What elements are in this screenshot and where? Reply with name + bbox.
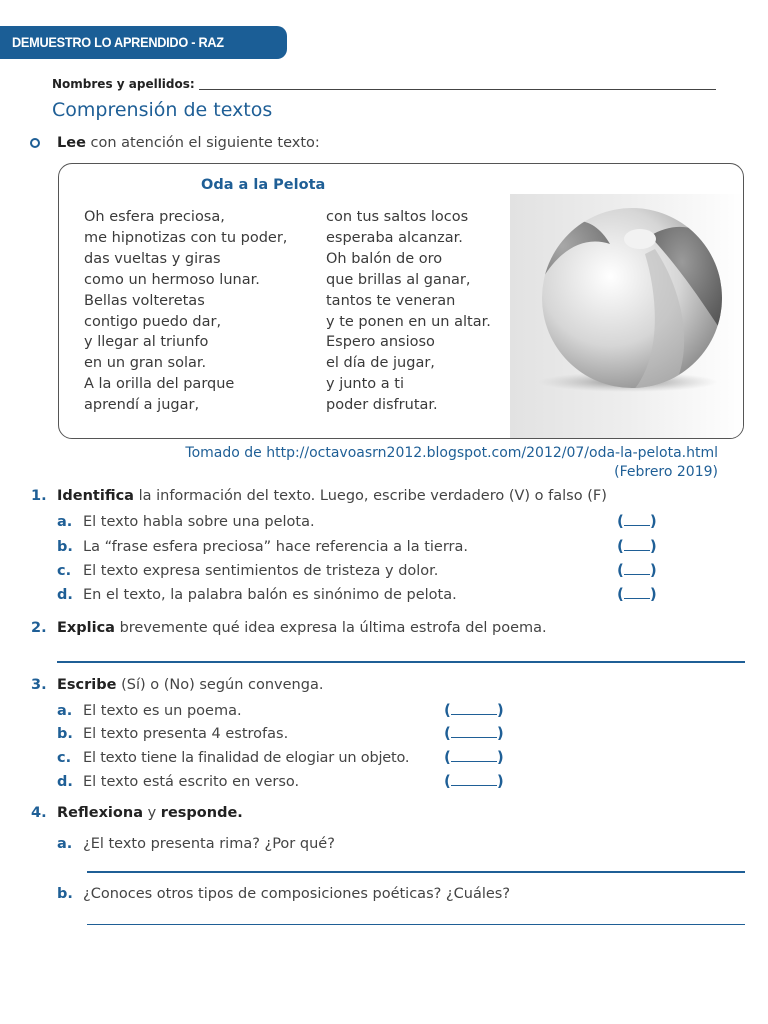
poem-verse: que brillas al ganar, xyxy=(326,271,471,288)
question-3-instruction: Escribe (Sí) o (No) según convenga. xyxy=(57,677,324,693)
poem-column-2 xyxy=(326,207,491,416)
poem-verse: das vueltas y giras xyxy=(84,250,221,267)
answer-line[interactable] xyxy=(87,871,745,873)
item-letter: b. xyxy=(57,886,73,902)
poem-verse: Espero ansioso xyxy=(326,334,435,351)
answer-box[interactable]: ( ) xyxy=(444,701,504,719)
source-url[interactable]: Tomado de http://octavoasrn2012.blogspot.com/2012/07/oda-la-pelota.html xyxy=(185,445,718,461)
item-letter: a. xyxy=(57,703,73,719)
item-text: La “frase esfera preciosa” hace referencia a la tierra. xyxy=(83,539,468,555)
poem-verse: en un gran solar. xyxy=(84,355,207,372)
question-1-instruction: Identifica la información del texto. Luego, escribe verdadero (V) o falso (F) xyxy=(57,488,607,504)
poem-verse: A la orilla del parque xyxy=(84,376,235,393)
item-text: El texto tiene la finalidad de elogiar un objeto. xyxy=(83,750,410,766)
item-text: ¿El texto presenta rima? ¿Por qué? xyxy=(83,836,335,852)
answer-line[interactable] xyxy=(87,924,745,925)
question-number: 1. xyxy=(31,488,47,504)
answer-box[interactable]: ( ) xyxy=(617,585,657,603)
question-2-instruction: Explica brevemente qué idea expresa la última estrofa del poema. xyxy=(57,620,547,636)
bullet-icon xyxy=(30,138,40,148)
poem-verse: contigo puedo dar, xyxy=(84,313,222,330)
poem-verse: poder disfrutar. xyxy=(326,397,438,414)
poem-verse: y junto a ti xyxy=(326,376,404,393)
item-letter: b. xyxy=(57,726,73,742)
section-title: Comprensión de textos xyxy=(52,99,273,121)
poem-box xyxy=(58,163,744,439)
item-text: En el texto, la palabra balón es sinónimo de pelota. xyxy=(83,587,457,603)
item-letter: c. xyxy=(57,750,72,766)
item-letter: d. xyxy=(57,774,73,790)
beach-ball-image xyxy=(510,194,744,439)
item-text: El texto es un poema. xyxy=(83,703,242,719)
poem-verse: tantos te veneran xyxy=(326,292,456,309)
question-4-instruction: Reflexiona y responde. xyxy=(57,805,243,821)
item-text: El texto habla sobre una pelota. xyxy=(83,514,315,530)
answer-box[interactable]: ( ) xyxy=(617,537,657,555)
answer-box[interactable]: ( ) xyxy=(617,561,657,579)
poem-verse: esperaba alcanzar. xyxy=(326,229,463,246)
item-text: El texto expresa sentimientos de tristeza y dolor. xyxy=(83,563,439,579)
item-text: ¿Conoces otros tipos de composiciones poéticas? ¿Cuáles? xyxy=(83,886,511,902)
poem-verse: Oh balón de oro xyxy=(326,250,443,267)
poem-verse: el día de jugar, xyxy=(326,355,435,372)
poem-verse: aprendí a jugar, xyxy=(84,397,200,414)
answer-box[interactable]: ( ) xyxy=(617,512,657,530)
poem-verse: Bellas volteretas xyxy=(84,292,205,309)
beach-ball-icon xyxy=(510,194,744,439)
item-letter: d. xyxy=(57,587,73,603)
name-label: Nombres y apellidos: xyxy=(52,77,195,91)
item-text: El texto está escrito en verso. xyxy=(83,774,300,790)
answer-box[interactable]: ( ) xyxy=(444,748,504,766)
item-text: El texto presenta 4 estrofas. xyxy=(83,726,289,742)
item-letter: c. xyxy=(57,563,72,579)
worksheet-header-tab xyxy=(0,26,287,83)
poem-verse: como un hermoso lunar. xyxy=(84,271,260,288)
source-date: (Febrero 2019) xyxy=(614,464,718,480)
intro-instruction: Lee con atención el siguiente texto: xyxy=(57,135,320,151)
header-label: DEMUESTRO LO APRENDIDO - RAZ VERBAL xyxy=(12,34,224,83)
question-number: 4. xyxy=(31,805,47,821)
poem-verse: y te ponen en un altar. xyxy=(326,313,491,330)
item-letter: a. xyxy=(57,514,73,530)
question-number: 2. xyxy=(31,620,47,636)
name-input-line[interactable] xyxy=(199,89,716,90)
poem-verse: Oh esfera preciosa, xyxy=(84,209,225,225)
source-citation xyxy=(185,444,718,482)
item-letter: a. xyxy=(57,836,73,852)
answer-box[interactable]: ( ) xyxy=(444,724,504,742)
item-letter: b. xyxy=(57,539,73,555)
answer-line[interactable] xyxy=(57,661,745,663)
poem-column-1 xyxy=(84,207,287,416)
poem-verse: con tus saltos locos xyxy=(326,209,469,225)
poem-title: Oda a la Pelota xyxy=(201,177,326,193)
question-number: 3. xyxy=(31,677,47,693)
poem-verse: me hipnotizas con tu poder, xyxy=(84,229,288,246)
answer-box[interactable]: ( ) xyxy=(444,772,504,790)
poem-verse: y llegar al triunfo xyxy=(84,334,209,351)
